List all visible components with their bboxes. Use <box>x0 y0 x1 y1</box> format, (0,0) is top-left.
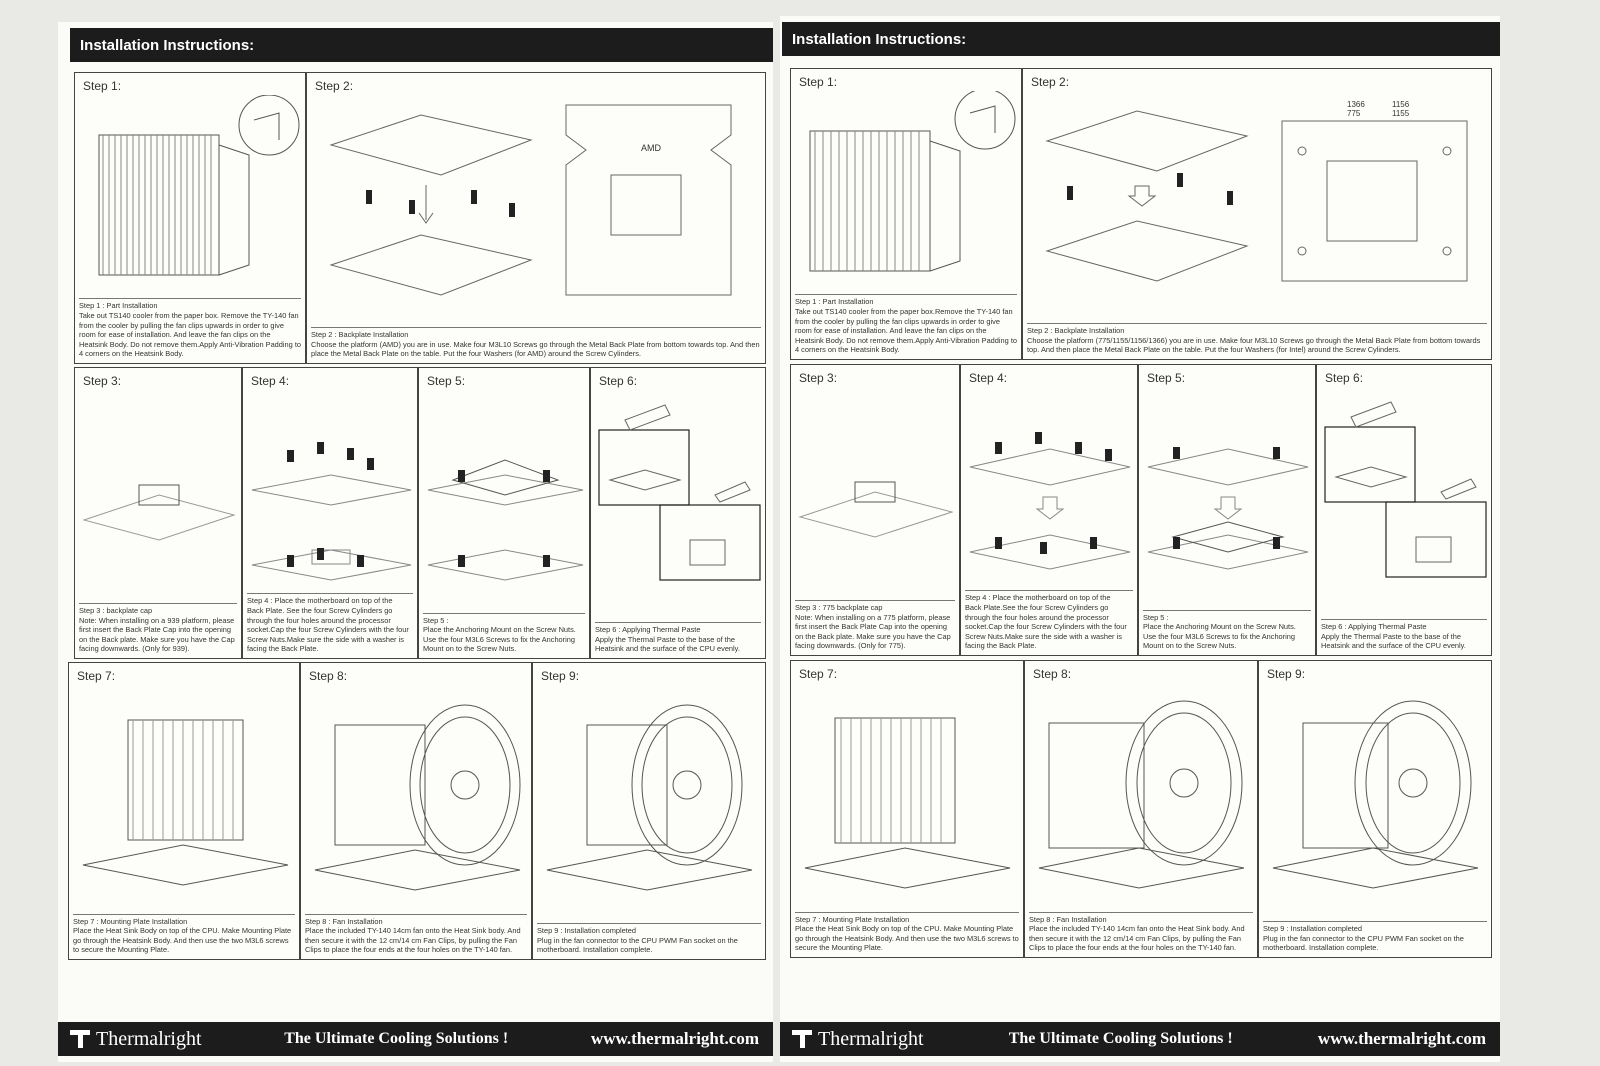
backplate-cap-illustration <box>795 387 955 587</box>
caption-title: Step 4 : Place the motherboard on top of the <box>965 593 1111 603</box>
caption-title: Step 7 : Mounting Plate Installation <box>795 914 910 924</box>
step-2-panel <box>306 72 766 364</box>
heatsink-illustration <box>795 91 1017 291</box>
brand-name: Thermalright <box>818 1027 924 1050</box>
caption-title: Step 1 : Part Installation <box>79 301 158 311</box>
step-title: Step 9: <box>1267 667 1306 681</box>
step-title: Step 7: <box>799 667 838 681</box>
caption-title: Step 9 : Installation completed <box>1263 924 1363 934</box>
step-2-panel <box>1022 68 1492 360</box>
brand-mark-icon <box>792 1030 812 1048</box>
step-title: Step 3: <box>83 374 122 388</box>
left-instruction-sheet <box>58 22 773 1062</box>
thermal-paste-illustration <box>1321 387 1487 587</box>
step-8-panel <box>300 662 532 960</box>
backplate-illustration <box>1027 91 1487 301</box>
caption-title: Step 5 : <box>423 615 449 625</box>
backplate-illustration <box>311 95 761 305</box>
caption-body: Plug in the fan connector to the CPU PWM Fan socket on the motherboard. Installation complete. <box>1263 933 1464 953</box>
socket-label-775: 775 <box>1347 109 1361 118</box>
caption-body: Note: When installing on a 775 platform, please first insert the Back Plate Cap into the opening on the Back plate. Make sure you have the Cap facing downwards. (Only for 775). <box>795 612 951 651</box>
step-title: Step 8: <box>1033 667 1072 681</box>
heatsink-illustration <box>79 95 301 295</box>
step-caption <box>305 914 527 955</box>
step-title: Step 7: <box>77 669 116 683</box>
heatsink-mount-illustration <box>795 683 1019 893</box>
caption-body: Place the Heat Sink Body on top of the CPU. Make Mounting Plate go through the Heatsink Body. And then use the two M3L6 screws to secure the Mounting Plate. <box>795 924 1019 953</box>
fan-installation-illustration <box>1029 683 1253 893</box>
backplate-cap-illustration <box>79 390 237 590</box>
step-title: Step 2: <box>1031 75 1070 89</box>
step-caption <box>1321 619 1487 651</box>
website-url: www.thermalright.com <box>590 1029 759 1048</box>
caption-body: Place the Anchoring Mount on the Screw Nuts. Use the four M3L6 Screws to fix the Anchoring Mount on to the Screw Nuts. <box>1143 622 1296 651</box>
caption-title: Step 5 : <box>1143 612 1169 622</box>
step-caption <box>423 613 585 654</box>
step-caption <box>1263 921 1487 953</box>
completed-cooler-illustration <box>1263 683 1487 893</box>
step-6-panel <box>590 367 766 659</box>
step-caption <box>311 327 761 359</box>
caption-title: Step 7 : Mounting Plate Installation <box>73 916 188 926</box>
caption-title: Step 3 : backplate cap <box>79 606 153 616</box>
caption-body: Place the Heat Sink Body on top of the CPU. Make Mounting Plate go through the Heatsink Body. And then use the two M3L6 screws to secure the Mounting Plate. <box>73 926 292 955</box>
step-caption <box>79 298 301 359</box>
socket-label-1366: 1366 <box>1347 100 1365 109</box>
step-title: Step 4: <box>251 374 290 388</box>
caption-title: Step 4 : Place the motherboard on top of the <box>247 596 393 606</box>
step-7-panel <box>68 662 300 960</box>
step-caption <box>537 923 761 955</box>
step-title: Step 4: <box>969 371 1008 385</box>
step-caption <box>79 603 237 654</box>
step-title: Step 5: <box>1147 371 1186 385</box>
caption-body: Apply the Thermal Paste to the base of the Heatsink and the surface of the CPU evenly. <box>1321 631 1466 651</box>
step-7-panel <box>790 660 1024 958</box>
tagline: The Ultimate Cooling Solutions ! <box>1008 1030 1233 1047</box>
step-5-panel <box>1138 364 1316 656</box>
brand-mark-icon <box>70 1030 90 1048</box>
caption-title: Step 6 : Applying Thermal Paste <box>595 625 701 635</box>
anchoring-mount-illustration <box>1143 387 1311 587</box>
step-5-panel <box>418 367 590 659</box>
step-9-panel <box>532 662 766 960</box>
step-title: Step 6: <box>1325 371 1364 385</box>
caption-title: Step 2 : Backplate Installation <box>311 330 409 340</box>
caption-body: Place the included TY-140 14cm fan onto the Heat Sink body. And then secure it with the 12 cm/14 cm Fan Clips, by pulling the Fan Clips to place the four ends at the four holes on the TY-140 fan. <box>1029 924 1245 953</box>
website-url: www.thermalright.com <box>1317 1029 1486 1048</box>
brand-name: Thermalright <box>96 1027 202 1050</box>
caption-body: Apply the Thermal Paste to the base of the Heatsink and the surface of the CPU evenly. <box>595 634 740 654</box>
motherboard-illustration <box>247 390 413 590</box>
caption-body: Back Plate. See the four Screw Cylinders go through the four holes around the processor socket.Cap the four Screw Cylinders with the four Screw Nuts.Make sure the side with a washer is facing the Back Plate. <box>247 606 409 654</box>
caption-body: Choose the platform (AMD) you are in use. Make four M3L10 Screws go through the Metal Back Plate from bottom towards top. And then place the Metal Back Plate on the table. Put the four Washers (for AMD) around the Screw Cylinders. <box>311 339 760 359</box>
step-8-panel <box>1024 660 1258 958</box>
tagline: The Ultimate Cooling Solutions ! <box>284 1030 509 1047</box>
step-caption <box>965 590 1133 651</box>
sheet-footer <box>780 1022 1500 1056</box>
completed-cooler-illustration <box>537 685 761 895</box>
step-4-panel <box>960 364 1138 656</box>
step-title: Step 9: <box>541 669 580 683</box>
step-1-panel <box>790 68 1022 360</box>
step-caption <box>795 294 1017 355</box>
step-3-panel <box>74 367 242 659</box>
socket-label-1155: 1155 <box>1392 109 1410 118</box>
step-9-panel <box>1258 660 1492 958</box>
caption-body: Take out TS140 cooler from the paper box.Remove the TY-140 fan from the cooler by pulling the fan clips upwards in order to give room for ease of installation. And leave the fan clips on the Heatsink Body. Do not remove them.Apply Anti-Vibration Padding to 4 corners on the Heatsink Body. <box>795 307 1017 355</box>
caption-title: Step 8 : Fan Installation <box>1029 914 1107 924</box>
caption-title: Step 3 : 775 backplate cap <box>795 603 883 613</box>
caption-title: Step 1 : Part Installation <box>795 297 874 307</box>
step-caption <box>1143 610 1311 651</box>
caption-title: Step 2 : Backplate Installation <box>1027 326 1125 336</box>
thermalright-logo <box>70 1028 202 1051</box>
step-title: Step 1: <box>799 75 838 89</box>
sheet-header: Installation Instructions: <box>782 22 1500 56</box>
step-caption <box>1029 912 1253 953</box>
caption-body: Place the Anchoring Mount on the Screw Nuts. Use the four M3L6 Screws to fix the Anchoring Mount on to the Screw Nuts. <box>423 625 576 654</box>
step-title: Step 5: <box>427 374 466 388</box>
amd-label: AMD <box>641 143 661 153</box>
right-instruction-sheet <box>780 16 1500 1062</box>
step-title: Step 2: <box>315 79 354 93</box>
caption-body: Choose the platform (775/1155/1156/1366) you are in use. Make four M3L10 Screws go through the Metal Back Plate from bottom towards top. And then place the Metal Back Plate on the table. Put the four Washers (for Intel) around the Screw Cylinders. <box>1027 335 1481 355</box>
step-caption <box>795 600 955 651</box>
step-caption <box>1027 323 1487 355</box>
caption-title: Step 8 : Fan Installation <box>305 916 383 926</box>
step-caption <box>73 914 295 955</box>
caption-body: Place the included TY-140 14cm fan onto the Heat Sink body. And then secure it with the 12 cm/14 cm Fan Clips, by pulling the Fan Clips to place the four ends at the four holes on the TY-140 fan. <box>305 926 521 955</box>
step-title: Step 1: <box>83 79 122 93</box>
caption-body: Plug in the fan connector to the CPU PWM Fan socket on the motherboard. Installation complete. <box>537 935 738 955</box>
caption-title: Step 6 : Applying Thermal Paste <box>1321 622 1427 632</box>
step-caption <box>795 912 1019 953</box>
step-title: Step 8: <box>309 669 348 683</box>
caption-body: Note: When installing on a 939 platform, please first insert the Back Plate Cap into the opening on the Back plate. Make sure you have the Cap facing downwards. (Only for 939). <box>79 615 235 654</box>
sheet-footer <box>58 1022 773 1056</box>
thermal-paste-illustration <box>595 390 761 590</box>
socket-label-1156: 1156 <box>1392 100 1410 109</box>
step-6-panel <box>1316 364 1492 656</box>
fan-installation-illustration <box>305 685 527 895</box>
thermalright-logo <box>792 1028 924 1051</box>
step-caption <box>595 622 761 654</box>
anchoring-mount-illustration <box>423 390 585 590</box>
motherboard-illustration <box>965 387 1133 587</box>
heatsink-mount-illustration <box>73 685 295 895</box>
step-4-panel <box>242 367 418 659</box>
caption-title: Step 9 : Installation completed <box>537 926 637 936</box>
step-caption <box>247 593 413 654</box>
sheet-header: Installation Instructions: <box>70 28 773 62</box>
caption-body: Back Plate.See the four Screw Cylinders go through the four holes around the processor socket.Cap the four Screw Cylinders with the four Screw Nuts.Make sure the side with a washer is facing the Back Plate. <box>965 603 1127 651</box>
step-title: Step 3: <box>799 371 838 385</box>
step-title: Step 6: <box>599 374 638 388</box>
step-1-panel <box>74 72 306 364</box>
step-3-panel <box>790 364 960 656</box>
caption-body: Take out TS140 cooler from the paper box. Remove the TY-140 fan from the cooler by pulling the fan clips upwards in order to give room for ease of installation. And leave the fan clips on the Heatsink Body. Do not remove them.Apply Anti-Vibration Padding to 4 corners on the Heatsink Body. <box>79 311 301 359</box>
